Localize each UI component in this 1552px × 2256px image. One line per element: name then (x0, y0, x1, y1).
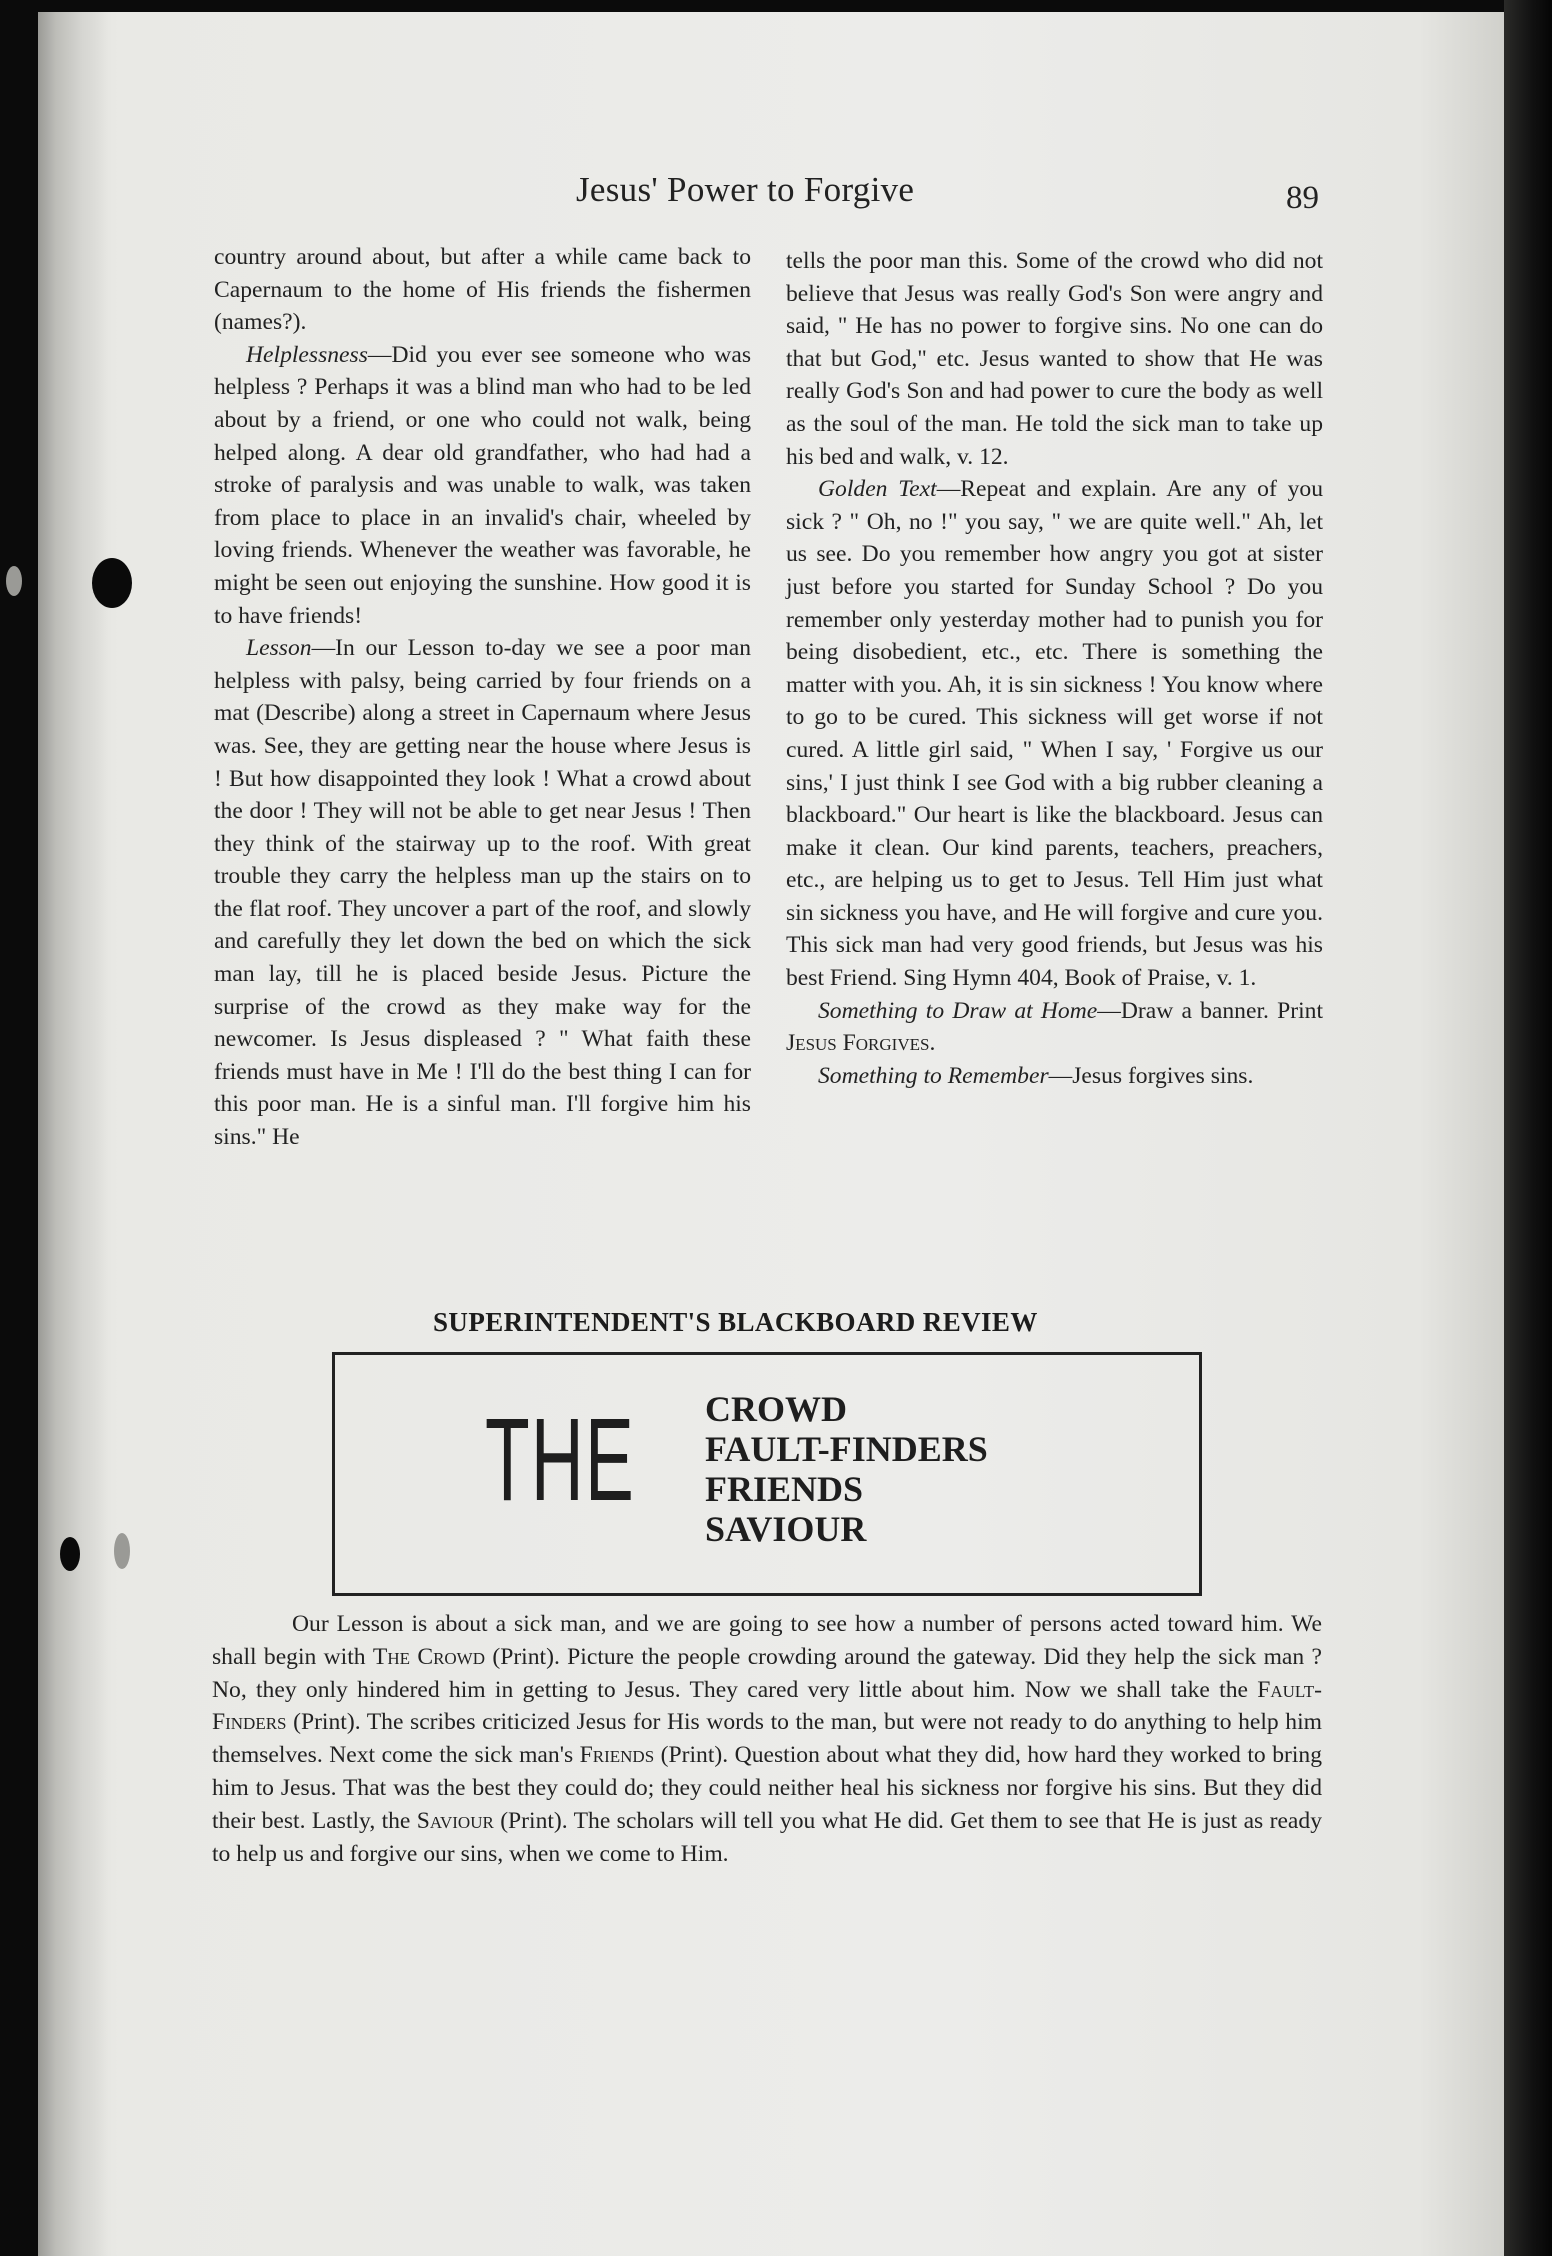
paragraph (212, 1608, 1322, 1870)
binding-hole (6, 566, 22, 596)
paragraph-body: (Print). Picture the people crowding around the gateway. Did they help the sick man ? No, they only hindered him in getting to Jesus. They cared very little about him. Now we shall take the (212, 1643, 1322, 1703)
blackboard-title: SUPERINTENDENT'S BLACKBOARD REVIEW (433, 1307, 1038, 1337)
page-gutter-shadow (38, 12, 108, 2256)
blackboard-word: FAULT-FINDERS (705, 1429, 988, 1469)
binding-hole (92, 558, 132, 608)
paragraph-lead: Lesson (246, 635, 312, 662)
paragraph-lead: Something to Remember (818, 1062, 1049, 1089)
paragraph-lead: Something to Draw at Home (818, 997, 1098, 1024)
paragraph: tells the poor man this. Some of the crowd who did not believe that Jesus was really God's Son were angry and said, " He has no power to forgive sins. No one can do that but God," etc. Jesus wanted to show that He was really God's Son and had power to cure the body as well as the soul of the man. He told the sick man to take up his bed and walk, v. 12. (786, 248, 1323, 470)
paragraph (214, 632, 751, 1154)
small-caps-text: The Crowd (372, 1643, 486, 1670)
paragraph-lead: Golden Text (818, 476, 937, 503)
small-caps-text: Fault-Finders (212, 1676, 1322, 1736)
blackboard-diagram (332, 1352, 1202, 1596)
small-caps-text: Jesus Forgives (786, 1030, 930, 1057)
page-number: 89 (1286, 180, 1319, 216)
paragraph (786, 1060, 1323, 1093)
paragraph (214, 339, 751, 632)
binding-hole (60, 1537, 80, 1571)
paragraph-body: Our Lesson is about a sick man, and we are going to see how a number of persons acted toward him. We shall begin with (212, 1611, 1322, 1670)
paragraph-body: —Draw a banner. Print (1097, 997, 1323, 1024)
paragraph-body: (Print). Question about what they did, how hard they worked to bring him to Jesus. That was the best they could do; they could neither heal his sickness nor forgive his sins. But they did their best. Lastly, the (212, 1742, 1322, 1834)
blackboard-word: FRIENDS (705, 1469, 864, 1509)
left-column (214, 241, 751, 1154)
paragraph-body: —In our Lesson to-day we see a poor man helpless with palsy, being carried by four friends on a mat (Describe) along a street in Capernaum where Jesus was. See, they are getting near the house where Jesus is ! But how disappointed they look ! What a crowd about the door ! They will not be able to get near Jesus ! Then they think of the stairway up to the roof. With great trouble they carry the helpless man up the stairs on to the flat roof. They uncover a part of the roof, and slowly and carefully they let down the bed on which the sick man lay, till he is placed beside Jesus. Picture the surprise of the crowd as they make way for the newcomer. Is Jesus displeased ? " What faith these friends must have in Me ! I'll do the best thing I can for this poor man. He is a sinful man. I'll forgive him his sins." He (214, 635, 751, 1151)
paragraph-lead: Helplessness (246, 341, 368, 368)
paragraph-body: (Print). The scholars will tell you what He did. Get them to see that He is just as ready to help us and forgive our sins, when we come to Him. (212, 1807, 1322, 1867)
paragraph: country around about, but after a while came back to Capernaum to the home of His friends the fishermen (names?). (214, 244, 751, 336)
paragraph (786, 995, 1323, 1060)
blackboard-big-word: THE (485, 1394, 636, 1526)
small-caps-text: Saviour (416, 1807, 494, 1834)
paragraph-body: (Print). The scribes criticized Jesus for His words to the man, but were not ready to do anything to help him themselves. Next come the sick man's (212, 1709, 1322, 1769)
paragraph (786, 473, 1323, 995)
book-edge (1504, 0, 1552, 2256)
review-text (212, 1608, 1322, 1870)
paragraph-body: —Jesus forgives sins. (1048, 1062, 1254, 1089)
right-column (786, 245, 1323, 1092)
blackboard-word: SAVIOUR (705, 1509, 867, 1549)
blackboard-word-list (705, 1389, 988, 1549)
paragraph-body: —Repeat and explain. Are any of you sick ? " Oh, no !" you say, " we are quite well." Ah, let us see. Do you remember how angry you got at sister just before you started for Sunday School ? Do you remember only yesterday mother had to punish you for being disobedient, etc., etc. There is something the matter with you. Ah, it is sin sickness ! You know where to go to be cured. This sickness will get worse if not cured. A little girl said, " When I say, ' Forgive us our sins,' I just think I see God with a big rubber cleaning a blackboard." Our heart is like the blackboard. Jesus can make it clean. Our kind parents, teachers, preachers, etc., are helping us to get to Jesus. Tell Him just what sin sickness you have, and He will forgive and cure you. This sick man had very good friends, but Jesus was his best Friend. Sing Hymn 404, Book of Praise, v. 1. (786, 476, 1323, 992)
paragraph-body: . (929, 1030, 936, 1057)
blackboard-word: CROWD (705, 1389, 847, 1429)
binding-hole (114, 1533, 130, 1569)
paragraph-body: —Did you ever see someone who was helpless ? Perhaps it was a blind man who had to be led about by a friend, or one who could not walk, being helped along. A dear old grandfather, who had had a stroke of paralysis and was unable to walk, was taken from place to place in an invalid's chair, wheeled by loving friends. Whenever the weather was favorable, he might be seen out enjoying the sunshine. How good it is to have friends! (214, 341, 751, 629)
running-title: Jesus' Power to Forgive (576, 170, 915, 209)
small-caps-text: Friends (579, 1742, 655, 1769)
